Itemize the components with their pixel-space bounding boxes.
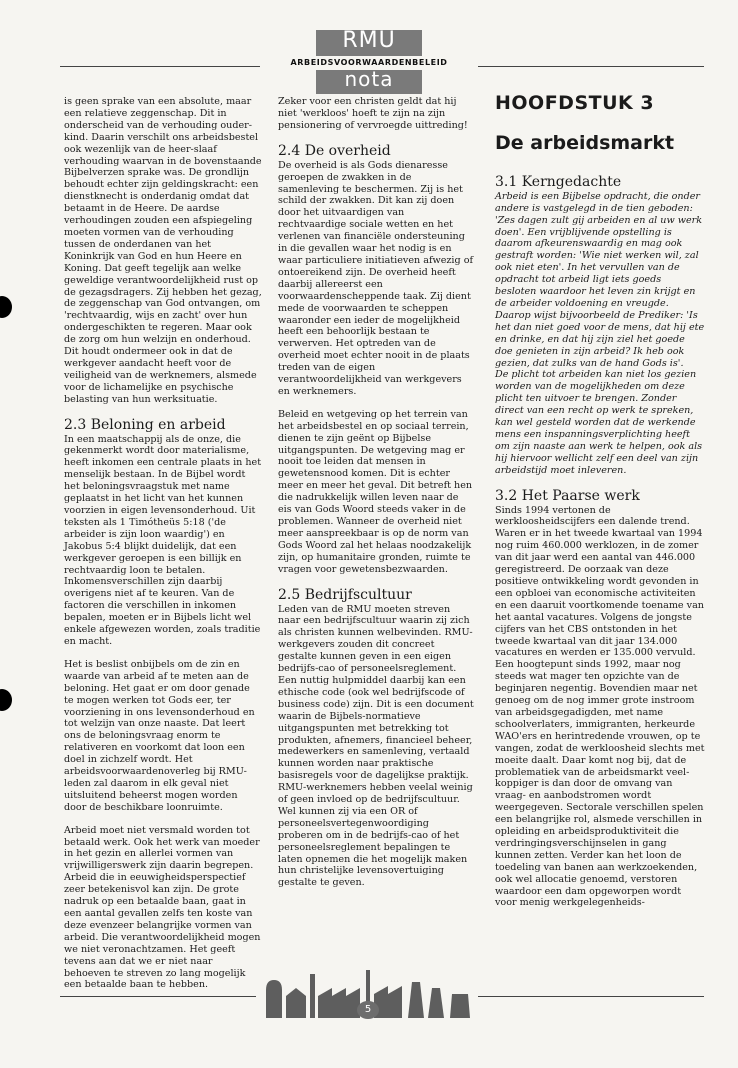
paragraph: De overheid is als Gods dienaresse geroepen de zwakken in de samenleving te beschermen. Zij is het schild der zwakken. Dit kan zij doen door het uitvaardigen van rechtvaardige sociale wetten en het verlenen van financiële ondersteuning in die gevallen waar het nodig is en waar particuliere initiatieven afwezig of ontoereikend zijn. De overheid heeft daarbij allereerst een voorwaardenscheppende taak. Zij dient mede de voorwaarden te scheppen waaronder een ieder de mogelijkheid heeft een behoorlijk bestaan te verwerven. Het optreden van de overheid moet echter nooit in de plaats treden van de eigen verantwoordelijkheid van werkgevers en werknemers. — [278, 159, 474, 397]
column-middle — [278, 96, 474, 900]
paragraph: is geen sprake van een absolute, maar een relatieve zeggenschap. Dit in onderscheid van de verhouding ouder-kind. Daarin verschilt ons arbeidsbestel ook wezenlijk van de heer-slaaf verhouding waarvan in de bovenstaande Bijbelverzen sprake was. De grondlijn behoudt echter zijn geldingskracht: een dienstknecht is onderdanig omdat dat betaamt in de Heere. De aardse verhoudingen zouden een afspiegeling moeten vormen van de verhouding tussen de onderdanen van het Koninkrijk van God en hun Heere en Koning. Dat geeft tegelijk aan welke geweldige verantwoordelijkheid rust op de gezagsdragers. Zij hebben het gezag, de zeggenschap van God ontvangen, om 'rechtvaardig, wijs en zacht' over hun ondergeschikten te regeren. Maar ook de zorg om hun welzijn en onderhoud. Dit houdt ondermeer ook in dat de werkgever aandacht heeft voor de veiligheid van de werknemers, alsmede voor de lichamelijke en psychische belasting van hun werksituatie. — [64, 96, 262, 405]
chapter-title: De arbeidsmarkt — [495, 131, 675, 154]
paragraph: In een maatschappij als de onze, die gekenmerkt wordt door materialisme, heeft inkomen een centrale plaats in het menselijk bestaan. In de Bijbel wordt het beloningsvraagstuk met name geplaatst in het licht van het kunnen voorzien in eigen levensonderhoud. Uit teksten als 1 Timótheüs 5:18 ('de arbeider is zijn loon waardig') en Jakobus 5:4 blijkt duidelijk, dat een werkgever geroepen is een billijk en rechtvaardig loon te betalen. Inkomensverschillen zijn daarbij overigens niet af te keuren. Van de factoren die verschillen in inkomen bepalen, moeten er in Bijbels licht wel enkele afgewezen worden, zoals traditie en macht. — [64, 433, 262, 647]
column-left — [64, 96, 262, 1002]
paragraph: Leden van de RMU moeten streven naar een bedrijfscultuur waarin zij zich als christen kunnen welbevinden. RMU-werkgevers zouden dit concreet gestalte kunnen geven in een eigen bedrijfs-cao of personeelsreglement. Een nuttig hulpmiddel daarbij kan een ethische code (ook wel bedrijfscode of business code) zijn. Dit is een document waarin de Bijbels-normatieve uitgangspunten met betrekking tot produkten, afnemers, financieel beheer, medewerkers en samenleving, vertaald kunnen worden naar praktische basisregels voor de dagelijkse praktijk. RMU-werknemers hebben veelal weinig of geen invloed op de bedrijfscultuur. Wel kunnen zij via een OR of personeelsvertegenwoordiging proberen om in de bedrijfs-cao of het personeelsreglement bepalingen te laten opnemen die het mogelijk maken hun christelijke levensovertuiging gestalte te geven. — [278, 603, 474, 889]
header-rule-right — [478, 66, 704, 67]
section-heading-2-4: 2.4 De overheid — [278, 142, 391, 159]
paragraph: De plicht tot arbeiden kan niet los gezien worden van de mogelijkheden om deze plicht ten uitvoer te brengen. Zonder direct van een recht op werk te spreken, kan wel gesteld worden dat de werkende mens een inspanningsverplichting heeft om zijn naaste aan werk te helpen, ook als hij hiervoor wellicht zelf een deel van zijn arbeidstijd moet inleveren. — [495, 369, 703, 476]
section-heading-3-1: 3.1 Kerngedachte — [495, 173, 622, 190]
page-number: 5 — [357, 1001, 379, 1019]
paragraph: Arbeid moet niet versmald worden tot betaald werk. Ook het werk van moeder in het gezin en allerlei vormen van vrijwilligerswerk zijn daarin begrepen. Arbeid die in eeuwigheidsperspectief zeer betekenisvol kan zijn. De grote nadruk op een betaalde baan, gaat in een aantal gevallen zelfs ten koste van deze evenzeer belangrijke vormen van arbeid. Die verantwoordelijkheid mogen we niet veronachtzamen. Het geeft tevens aan dat we er niet naar behoeven te streven zo lang mogelijk een betaalde baan te hebben. — [64, 824, 261, 991]
column-right — [495, 92, 705, 920]
logo-nota: nota — [344, 67, 394, 91]
section-heading-2-3: 2.3 Beloning en arbeid — [64, 416, 226, 433]
paragraph: Het is beslist onbijbels om de zin en waarde van arbeid af te meten aan de beloning. Het gaat er om door genade te mogen werken tot Gods eer, ter voorziening in ons levensonderhoud en tot welzijn van onze naaste. Dat leert ons de beloningsvraag enorm te relativeren en voorkomt dat loon een doel in zichzelf wordt. Het arbeidsvoorwaardenoverleg bij RMU-leden zal daarom in elk geval niet uitsluitend beheerst mogen worden door de beschikbare loonruimte. — [64, 658, 255, 813]
paragraph: Sinds 1994 vertonen de werkloosheidscijfers een dalende trend. Waren er in het tweede kwartaal van 1994 nog ruim 460.000 werklozen, in de zomer van dit jaar werd een aantal van 446.000 geregistreerd. De oorzaak van deze positieve ontwikkeling wordt gevonden in een opbloei van economische activiteiten en een daaruit voortkomende toename van het aantal vacatures. Volgens de jongste cijfers van het CBS ontstonden in het tweede kwartaal van dit jaar 134.000 vacatures en werden er 135.000 vervuld. Een hoogtepunt sinds 1992, maar nog steeds wat mager ten opzichte van de beginjaren negentig. Bovendien maar net genoeg om de nog immer grote instroom van arbeidsgegadigden, met name schoolverlaters, immigranten, herkeurde WAO'ers en herintredende vrouwen, op te vangen, zodat de werkloosheid slechts met moeite daalt. Daar komt nog bij, dat de problematiek van de arbeidsmarkt veel-koppiger is dan door de omvang van vraag- en aanbodstromen wordt weergegeven. Sectorale verschillen spelen een belangrijke rol, alsmede verschillen in opleiding en arbeidsproduktiviteit die verdringingsverschijnselen in gang kunnen zetten. Verder kan het loon de toedeling van banen aan werkzoekenden, ook wel allocatie genoemd, verstoren waardoor een dam opgeworpen wordt voor menig werkgelegenheids- — [495, 504, 705, 909]
punch-hole-icon — [0, 296, 12, 318]
paragraph: Arbeid is een Bijbelse opdracht, die onder andere is vastgelegd in de tien geboden: 'Zes dagen zult gij arbeiden en al uw werk doen'. Een vrijblijvende opstelling is daarom afkeurenswaardig en mag ook gestraft worden: 'Wie niet werken wil, zal ook niet eten'. In het vervullen van de opdracht tot arbeid ligt iets goeds besloten waardoor het leven zin krijgt en de arbeider voldoening en vreugde. Daarop wijst bijvoorbeeld de Prediker: 'Is het dan niet goed voor de mens, dat hij ete en drinke, en dat hij zijn ziel het goede doe genieten in zijn arbeid? Ik heb ook gezien, dat zulks van de hand Gods is'. — [495, 190, 705, 369]
chapter-label: HOOFDSTUK 3 — [495, 92, 655, 114]
section-heading-2-5: 2.5 Bedrijfscultuur — [278, 586, 412, 603]
punch-hole-icon — [0, 689, 12, 711]
footer-rule-right — [478, 996, 704, 997]
logo-rmu: RMU — [342, 28, 396, 53]
paragraph: Beleid en wetgeving op het terrein van het arbeidsbestel en op sociaal terrein, dienen te zijn geënt op Bijbelse uitgangspunten. De wetgeving mag er nooit toe leiden dat mensen in gewetensnood komen. Dit is echter meer en meer het geval. Dit betreft hen die nadrukkelijk willen leven naar de eis van Gods Woord steeds vaker in de problemen. Wanneer de overheid niet meer aanspreekbaar is op de norm van Gods Woord zal het helaas noodzakelijk zijn, op humanitaire gronden, ruimte te vragen voor gewetensbezwaarden. — [278, 408, 473, 575]
paragraph: Zeker voor een christen geldt dat hij niet 'werkloos' hoeft te zijn na zijn pensionering of vervroegde uittreding! — [278, 96, 468, 131]
section-heading-3-2: 3.2 Het Paarse werk — [495, 487, 640, 504]
header-rule-left — [60, 66, 260, 67]
footer-rule-left — [60, 996, 256, 997]
logo-subtitle: ARBEIDSVOORWAARDENBELEID — [290, 58, 448, 67]
